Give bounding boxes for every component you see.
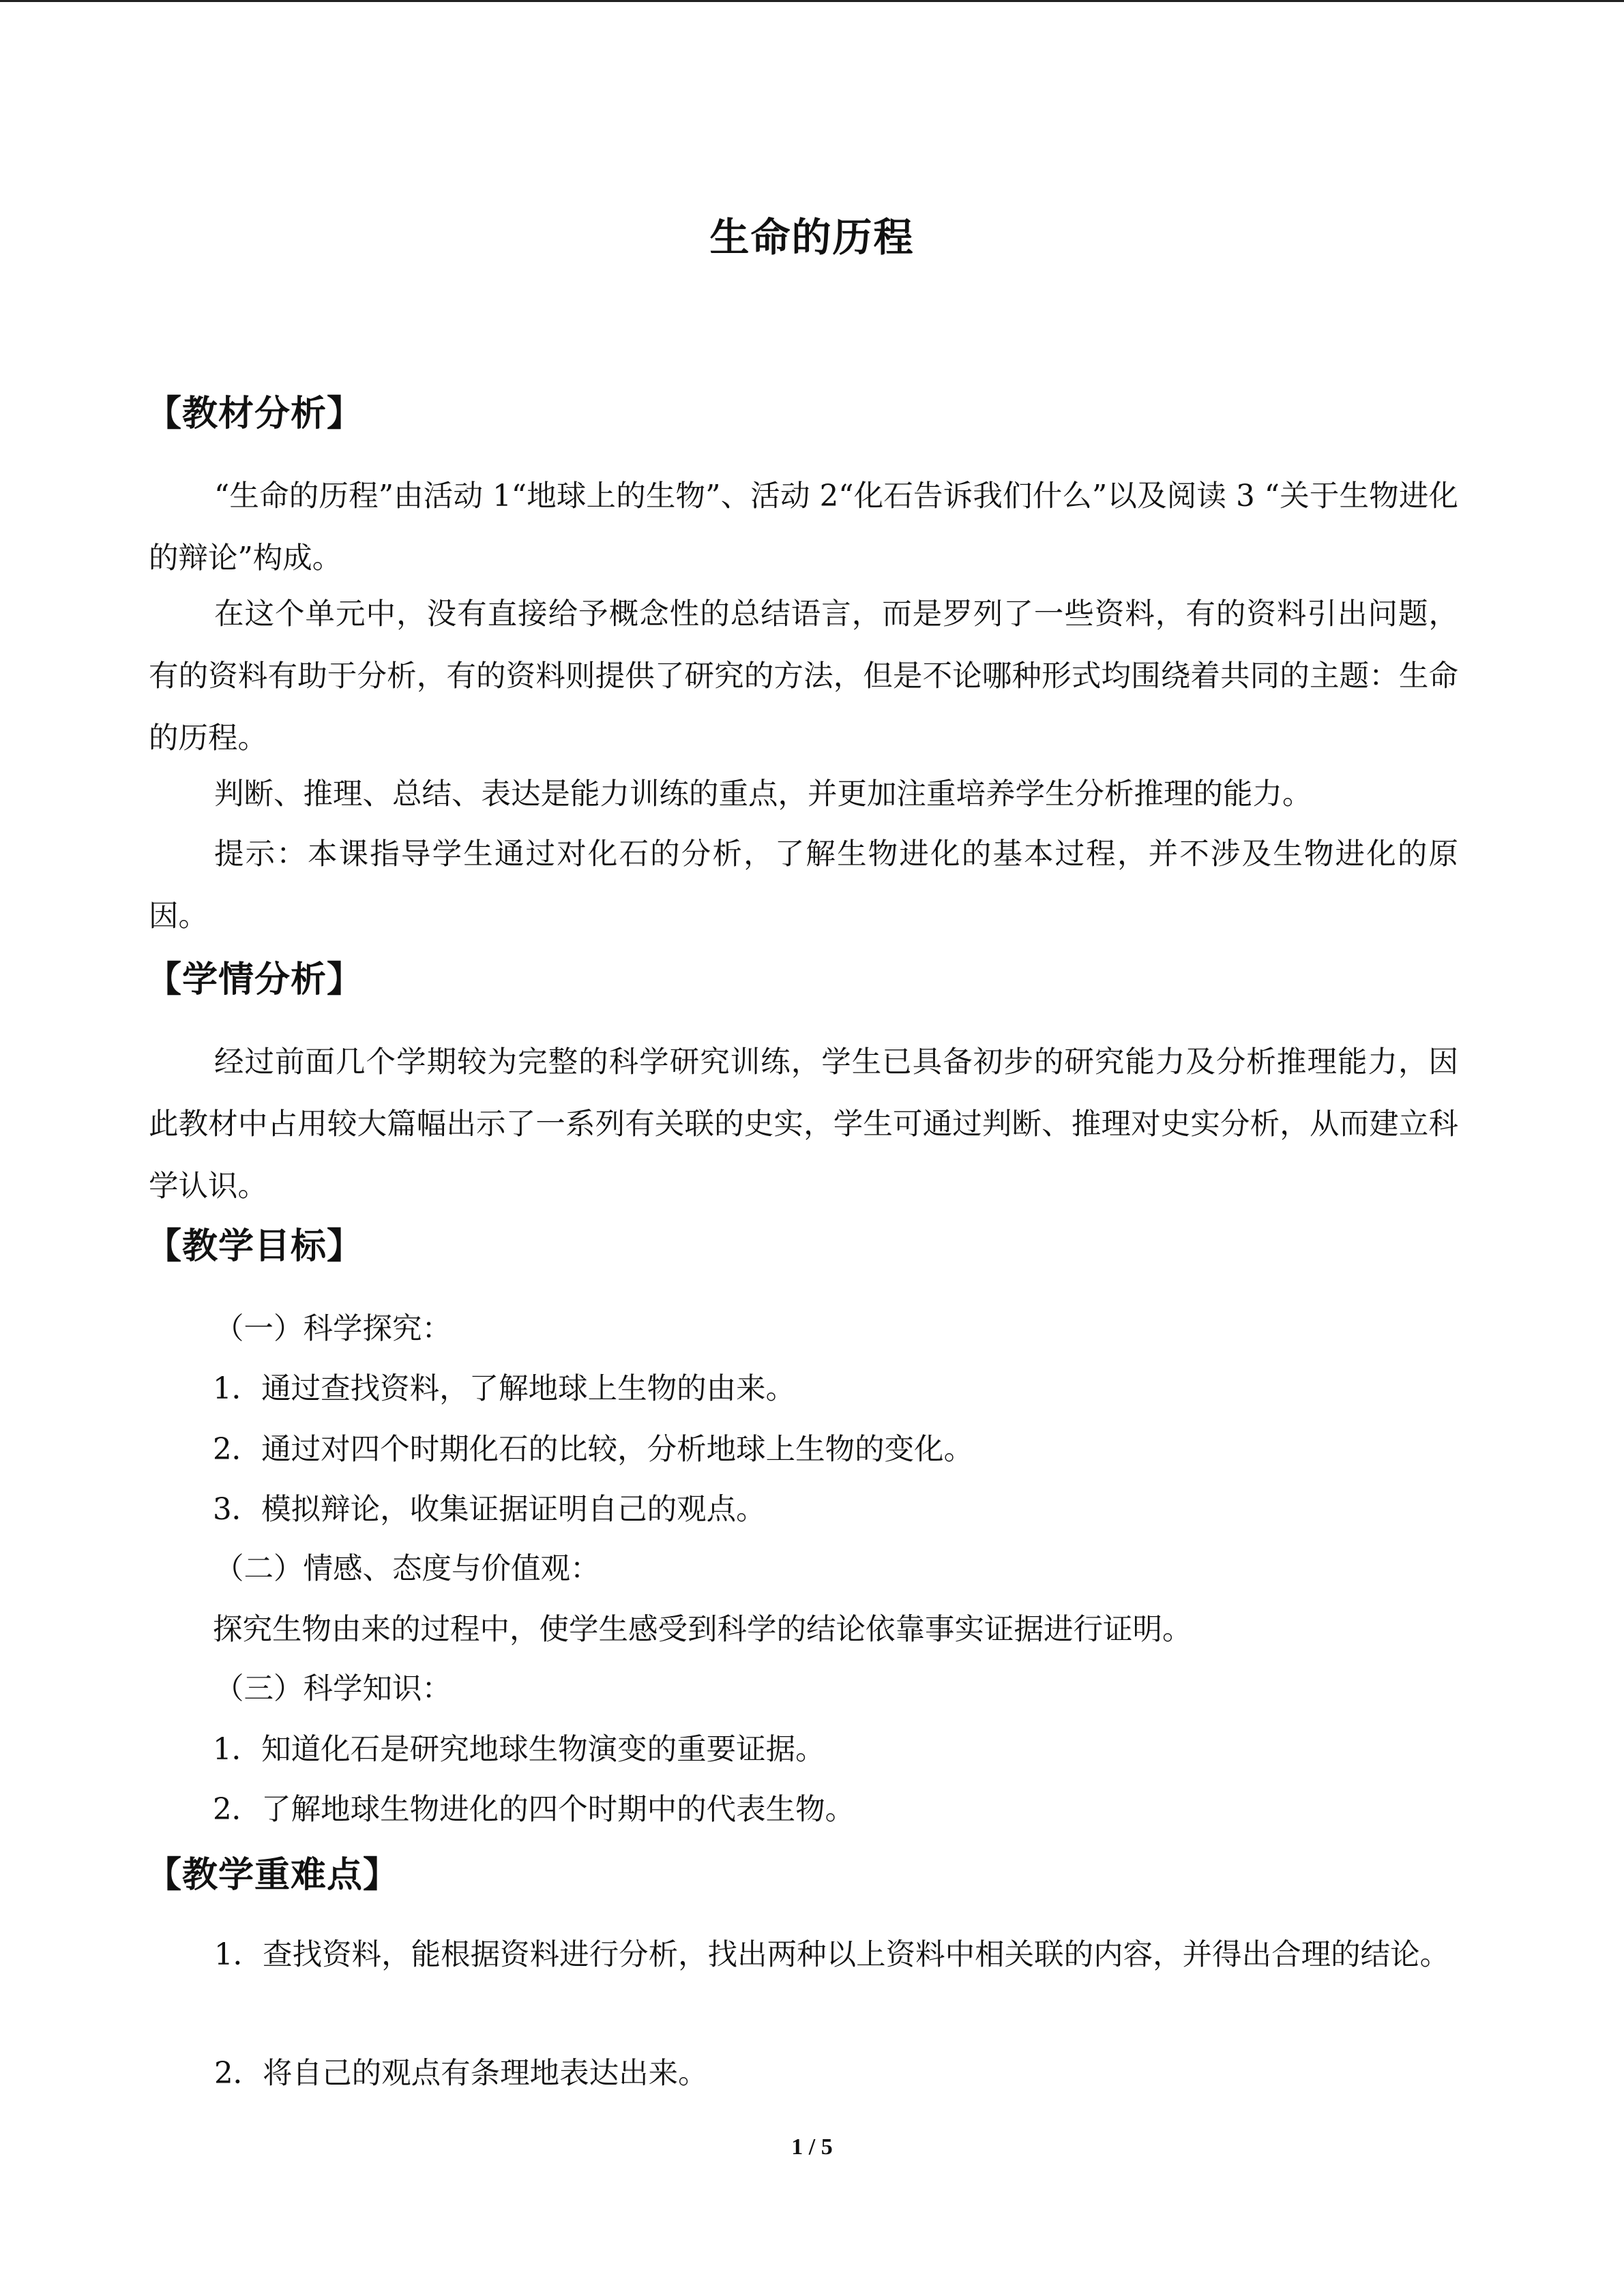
goal-item-attitude: 探究生物由来的过程中，使学生感受到科学的结论依靠事实证据进行证明。 — [213, 1613, 1192, 1647]
materials-paragraph-2: 在这个单元中，没有直接给予概念性的总结语言，而是罗列了一些资料，有的资料引出问题，有的资料有助于分析，有的资料则提供了研究的方法，但是不论哪种形式均围绕着共同的主题：生命的历程。 — [149, 597, 1458, 756]
students-paragraph-1: 经过前面几个学期较为完整的科学研究训练，学生已具备初步的研究能力及分析推理能力，因此教材中占用较大篇幅出示了一系列有关联的史实，学生可通过判断、推理对史实分析，从而建立科学认识。 — [149, 1045, 1458, 1204]
goal-item-knowledge-1: 1．知道化石是研究地球生物演变的重要证据。 — [213, 1733, 825, 1767]
materials-paragraph-3: 判断、推理、总结、表达是能力训练的重点，并更加注重培养学生分析推理的能力。 — [214, 777, 1312, 811]
heading-materials-analysis: 【教材分析】 — [146, 393, 364, 434]
document-title: 生命的历程 — [709, 214, 915, 260]
keypoint-paragraph-2: 2．将自己的观点有条理地表达出来。 — [214, 2057, 708, 2091]
goal-item-knowledge-2: 2．了解地球生物进化的四个时期中的代表生物。 — [213, 1793, 855, 1827]
goal-item-1: 1．通过查找资料，了解地球上生物的由来。 — [213, 1372, 796, 1406]
heading-key-difficult-points: 【教学重难点】 — [146, 1855, 400, 1896]
goal-subheading-inquiry: （一）科学探究： — [214, 1312, 452, 1346]
materials-paragraph-4: 提示：本课指导学生通过对化石的分析，了解生物进化的基本过程，并不涉及生物进化的原因。 — [149, 837, 1458, 934]
page-number: 1 / 5 — [791, 2134, 833, 2160]
goal-subheading-attitude: （二）情感、态度与价值观： — [214, 1552, 600, 1586]
goal-item-2: 2．通过对四个时期化石的比较，分析地球上生物的变化。 — [213, 1433, 974, 1467]
materials-paragraph-1: “生命的历程”由活动 1“地球上的生物”、活动 2“化石告诉我们什么”以及阅读 3 “关于生物进化的辩论”构成。 — [149, 479, 1458, 576]
heading-student-analysis: 【学情分析】 — [146, 959, 364, 1000]
keypoint-paragraph-1: 1．查找资料，能根据资料进行分析，找出两种以上资料中相关联的内容，并得出合理的结论。 — [214, 1938, 1450, 1972]
goal-subheading-knowledge: （三）科学知识： — [214, 1672, 452, 1706]
goal-item-3: 3．模拟辩论，收集证据证明自己的观点。 — [213, 1493, 766, 1527]
heading-teaching-goals: 【教学目标】 — [146, 1226, 364, 1267]
